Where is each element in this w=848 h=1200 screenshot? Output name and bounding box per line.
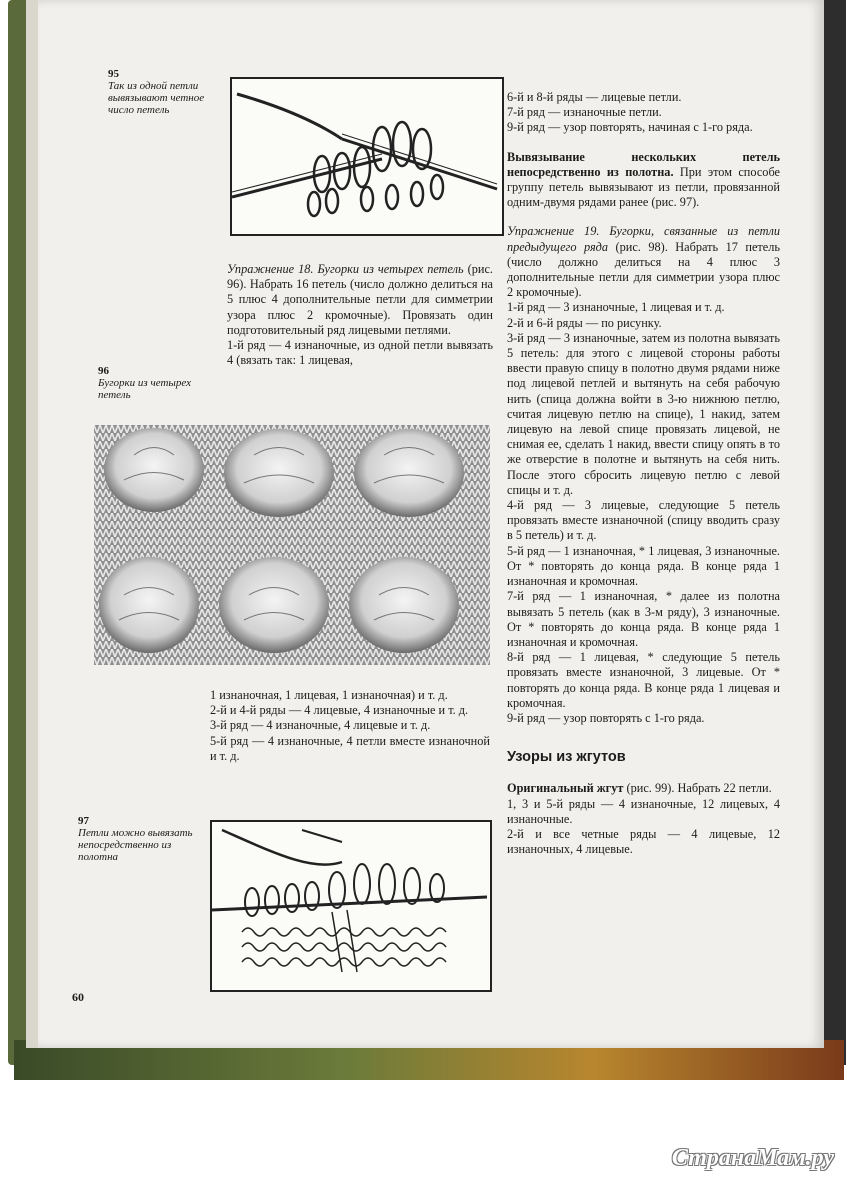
section-heading: Узоры из жгутов (507, 749, 626, 766)
original-cable-title: Оригинальный жгут (507, 781, 624, 796)
figure-96-photo (94, 425, 490, 665)
ex19-row-8: 8-й ряд — 1 лицевая, * следующие 5 петель провязать вместе изнаночной, 3 лицевые. От * повторять до конца ряда. В конце ряда 1 лицевая и кромочная. (507, 650, 780, 710)
ex19-row-3: 3-й ряд — 3 изнаночные, затем из полотна вывязать 5 петель: для этого с лицевой стороны работы ввести правую спицу в полотно двумя рядами ниже под лицевой петлей и вытянуть на себя рабочую нить (спица должна войти в 3-ю нижнюю петлю, считая лицевую петлю на спице), 1 накид, затем лицевую на левой спице провязать лицевой, не снимая ее, сделать 1 накид, ввести спицу опять в то же отверстие в полотне и вытянуть на себя нить. После этого сбросить лицевую петлю с левой спицы и т. д. (507, 330, 780, 497)
row-1-instruction: 1-й ряд — 4 изнаночные, из одной петли вывязать 4 (вязать так: 1 лицевая, (227, 338, 493, 368)
row-3-instruction: 3-й ряд — 4 изнаночные, 4 лицевые и т. д. (210, 718, 431, 733)
exercise-19-text: (рис. 98). Набрать 17 петель (число должно делиться на 4 плюс 3 дополнительные петли для симметрии узора плюс 2 кромочные). (507, 239, 780, 300)
knit-from-fabric-text: При этом способе группу петель вывязывают из петли, провязанной одним-двумя рядами ранее (рис. 97). (507, 164, 780, 210)
figure-97-caption (78, 815, 208, 863)
figure-95-illustration (230, 77, 504, 236)
figure-97-illustration (210, 820, 492, 992)
original-cable-text: (рис. 99). Набрать 22 петли. (623, 781, 772, 796)
ex19-row-2-6: 2-й и 6-й ряды — по рисунку. (507, 315, 662, 330)
cable-row-1-3-5: 1, 3 и 5-й ряды — 4 изнаночные, 12 лицевых, 4 изнаночные. (507, 796, 780, 826)
row-5-instruction: 5-й ряд — 4 изнаночные, 4 петли вместе изнаночной и т. д. (210, 733, 490, 763)
figure-caption-text: Так из одной петли вывязывают четное число петель (108, 80, 205, 116)
figure-number: 95 (108, 68, 119, 80)
exercise-19-paragraph (507, 224, 780, 300)
row-2-4-instruction: 2-й и 4-й ряды — 4 лицевые, 4 изнаночные и т. д. (210, 703, 469, 718)
page-number: 60 (72, 990, 84, 1004)
original-cable-paragraph (507, 781, 780, 796)
row-7-instruction: 7-й ряд — изнаночные петли. (507, 105, 662, 120)
left-column-upper-text (227, 262, 493, 368)
knitting-needles-drawing (232, 79, 502, 234)
row-9-instruction: 9-й ряд — узор повторять, начиная с 1-го ряда. (507, 120, 753, 135)
figure-96-caption (98, 365, 223, 401)
cable-even-rows: 2-й и все четные ряды — 4 лицевые, 12 изнаночных, 4 лицевые. (507, 826, 780, 857)
ex19-row-5: 5-й ряд — 1 изнаночная, * 1 лицевая, 3 изнаночные. От * повторять до конца ряда. В конце ряда 1 изнаночная и кромочная. (507, 543, 780, 589)
exercise-18-text: (рис. 96). Набрать 16 петель (число должно делиться на 5 плюс 4 дополнительные петли для симметрии узора плюс 2 кромочные). Провязать один подготовительный ряд лицевыми петлями. (227, 262, 493, 337)
knit-from-fabric-paragraph (507, 150, 780, 211)
site-watermark: СтранаМам.ру (671, 1145, 834, 1171)
row-6-8-instruction: 6-й и 8-й ряды — лицевые петли. (507, 90, 682, 104)
knitted-bobbles-photo (94, 425, 490, 665)
figure-95-caption (108, 68, 223, 116)
figure-number: 97 (78, 815, 89, 827)
ex19-row-9: 9-й ряд — узор повторять с 1-го ряда. (507, 710, 705, 725)
right-column-text (507, 90, 780, 857)
exercise-18-paragraph (227, 262, 493, 338)
ex19-row-1: 1-й ряд — 3 изнаночные, 1 лицевая и т. д. (507, 300, 725, 315)
knitting-from-fabric-drawing (212, 822, 490, 990)
exercise-19-title: Упражнение 19. Бугорки, связанные из петли предыдущего ряда (507, 224, 780, 254)
figure-caption-text: Бугорки из четырех петель (98, 377, 191, 401)
left-column-lower-text (210, 688, 490, 764)
ex19-row-4: 4-й ряд — 3 лицевые, следующие 5 петель провязать вместе изнаночной (спицу вводить сразу в 5 петель) и т. д. (507, 498, 780, 543)
figure-number: 96 (98, 365, 109, 377)
figure-caption-text: Петли можно вывязать непосредственно из полотна (78, 827, 193, 863)
row-1-continuation: 1 изнаночная, 1 лицевая, 1 изнаночная) и т. д. (210, 688, 448, 702)
ex19-row-7: 7-й ряд — 1 изнаночная, * далее из полотна вывязать 5 петель (как в 3-м ряду), 3 изнаночные. От * повторять до конца ряда. В конце ряда 1 изнаночная и кромочная. (507, 589, 780, 649)
exercise-18-title: Упражнение 18. Бугорки из четырех петель (227, 262, 464, 276)
knit-from-fabric-title: Вывязывание нескольких петель непосредственно из полотна. (507, 149, 780, 179)
